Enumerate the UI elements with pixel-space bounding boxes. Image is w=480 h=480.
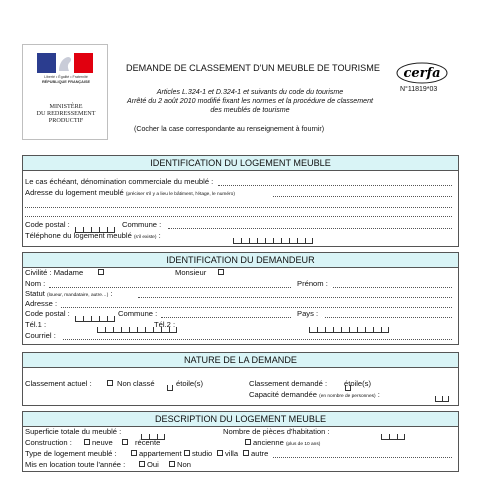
adresse-logement-field-2[interactable]: [25, 207, 452, 208]
oui-checkbox[interactable]: [139, 461, 145, 467]
courriel-field[interactable]: [63, 339, 452, 340]
section-header-demandeur: IDENTIFICATION DU DEMANDEUR: [22, 252, 459, 268]
nom-field[interactable]: [49, 287, 291, 288]
commune-demandeur-label: Commune :: [118, 309, 158, 318]
classement-actuel-label: Classement actuel :: [25, 379, 92, 388]
capacite-suffix: :: [377, 390, 380, 399]
marianne-flag-logo: [37, 53, 93, 73]
pays-label: Pays :: [297, 309, 319, 318]
etoiles-actuel-field[interactable]: [167, 382, 173, 391]
neuve-label: neuve: [92, 438, 113, 447]
studio-checkbox[interactable]: [184, 450, 190, 456]
ancienne-checkbox[interactable]: [245, 439, 251, 445]
flag-blue-band: [37, 53, 56, 73]
classement-demande-label: Classement demandé :: [249, 379, 328, 388]
pieces-label: Nombre de pièces d'habitation :: [223, 427, 330, 436]
adresse-demandeur-field[interactable]: [61, 307, 452, 308]
statut-suffix: :: [110, 289, 113, 298]
non-classe-checkbox[interactable]: [107, 380, 113, 386]
legal-articles: Articles L.324-1 et D.324-1 et suivants du code du tourisme: [156, 88, 344, 96]
appartement-checkbox[interactable]: [131, 450, 137, 456]
prenom-field[interactable]: [333, 287, 452, 288]
construction-label: Construction :: [25, 438, 72, 447]
adresse-logement-label-text: Adresse du logement meublé: [25, 188, 124, 197]
code-postal-logement-label: Code postal :: [25, 220, 70, 229]
capacite-label-text: Capacité demandée: [249, 390, 317, 399]
adresse-logement-field-1[interactable]: [273, 196, 452, 197]
telephone-logement-label: [25, 231, 161, 240]
prenom-label: Prénom :: [297, 279, 328, 288]
section-body-description: [22, 427, 459, 472]
code-postal-demandeur-label: Code postal :: [25, 309, 70, 318]
adresse-logement-hint: (préciser s'il y a lieu le bâtiment, l'étage, le numéro): [125, 192, 235, 197]
statut-hint: (loueur, mandataire, autre…): [46, 293, 109, 298]
autre-label: autre: [251, 449, 269, 458]
cerfa-logo: [396, 62, 448, 84]
telephone-logement-field[interactable]: [233, 235, 313, 244]
adresse-demandeur-label: Adresse :: [25, 299, 58, 308]
autre-field[interactable]: [273, 457, 452, 458]
autre-checkbox[interactable]: [243, 450, 249, 456]
oui-label: Oui: [147, 460, 159, 469]
ministry-name: MINISTÈRE DU REDRESSEMENT PRODUCTIF: [36, 103, 96, 125]
statut-label-text: Statut: [25, 289, 45, 298]
capacite-field[interactable]: [435, 393, 449, 402]
villa-label: villa: [225, 449, 239, 458]
commune-logement-field[interactable]: [168, 228, 452, 229]
telephone-logement-label-text: Téléphone du logement meublé: [25, 231, 132, 240]
adresse-logement-label: [25, 188, 235, 197]
ancienne-label-text: ancienne: [253, 438, 284, 447]
denomination-label: Le cas échéant, dénomination commerciale du meublé :: [25, 177, 214, 186]
appartement-label: appartement: [139, 449, 182, 458]
telephone-logement-hint: (s'il existe): [133, 235, 157, 240]
monsieur-label: Monsieur: [175, 268, 207, 277]
civilite-label: Civilité : Madame: [25, 268, 84, 277]
flag-red-band: [74, 53, 93, 73]
cerfa-number: N°11819*03: [400, 86, 438, 93]
ancienne-label: [253, 438, 320, 447]
capacite-label: [249, 390, 380, 399]
adresse-logement-field-3[interactable]: [25, 216, 452, 217]
monsieur-checkbox[interactable]: [218, 269, 224, 275]
tel2-label: Tél.2 :: [154, 320, 176, 329]
legal-arrete: Arrêté du 2 août 2010 modifié fixant les normes et la procédure de classement des meublés de tourisme: [126, 97, 374, 114]
madame-checkbox[interactable]: [98, 269, 104, 275]
non-checkbox[interactable]: [169, 461, 175, 467]
courriel-label: Courriel :: [25, 331, 56, 340]
telephone-logement-suffix: :: [158, 231, 161, 240]
denomination-field[interactable]: [218, 185, 452, 186]
republic-motto: Liberté • Égalité • Fraternité: [44, 75, 88, 79]
code-postal-demandeur-field[interactable]: [75, 313, 115, 322]
nom-label: Nom :: [25, 279, 46, 288]
section-body-demandeur: [22, 268, 459, 345]
section-header-logement: IDENTIFICATION DU LOGEMENT MEUBLE: [22, 155, 459, 171]
section-body-nature: [22, 368, 459, 406]
type-logement-label: Type de logement meublé :: [25, 449, 117, 458]
statut-label: [25, 289, 113, 298]
form-instruction: (Cocher la case correspondante au renseignement à fournir): [134, 125, 325, 133]
pays-field[interactable]: [325, 317, 452, 318]
ancienne-hint: (plus de 10 ans): [285, 442, 321, 447]
recente-checkbox[interactable]: [122, 439, 128, 445]
tel1-label: Tél.1 :: [25, 320, 47, 329]
tel2-field[interactable]: [309, 324, 389, 333]
republic-name: RÉPUBLIQUE FRANÇAISE: [41, 80, 91, 84]
pieces-field[interactable]: [381, 431, 405, 440]
cerfa-logo-text: cerfa: [403, 66, 441, 81]
etoiles-demande-label: étoile(s): [344, 379, 372, 388]
section-body-logement: [22, 171, 459, 247]
statut-field[interactable]: [138, 297, 452, 298]
ministry-logo-block: [22, 44, 108, 140]
superficie-label: Superficie totale du meublé :: [25, 427, 122, 436]
section-header-nature: NATURE DE LA DEMANDE: [22, 352, 459, 368]
non-classe-label: Non classé: [117, 379, 155, 388]
studio-label: studio: [192, 449, 213, 458]
commune-demandeur-field[interactable]: [161, 317, 291, 318]
neuve-checkbox[interactable]: [84, 439, 90, 445]
capacite-hint: (en nombre de personnes): [319, 394, 376, 399]
commune-logement-label: Commune :: [122, 220, 162, 229]
villa-checkbox[interactable]: [217, 450, 223, 456]
non-label: Non: [177, 460, 191, 469]
form-title: DEMANDE DE CLASSEMENT D'UN MEUBLE DE TOURISME: [126, 63, 380, 73]
etoiles-actuel-label: étoile(s): [176, 379, 204, 388]
section-header-description: DESCRIPTION DU LOGEMENT MEUBLE: [22, 411, 459, 427]
recente-label: récente: [135, 438, 161, 447]
location-annee-label: Mis en location toute l'année :: [25, 460, 126, 469]
